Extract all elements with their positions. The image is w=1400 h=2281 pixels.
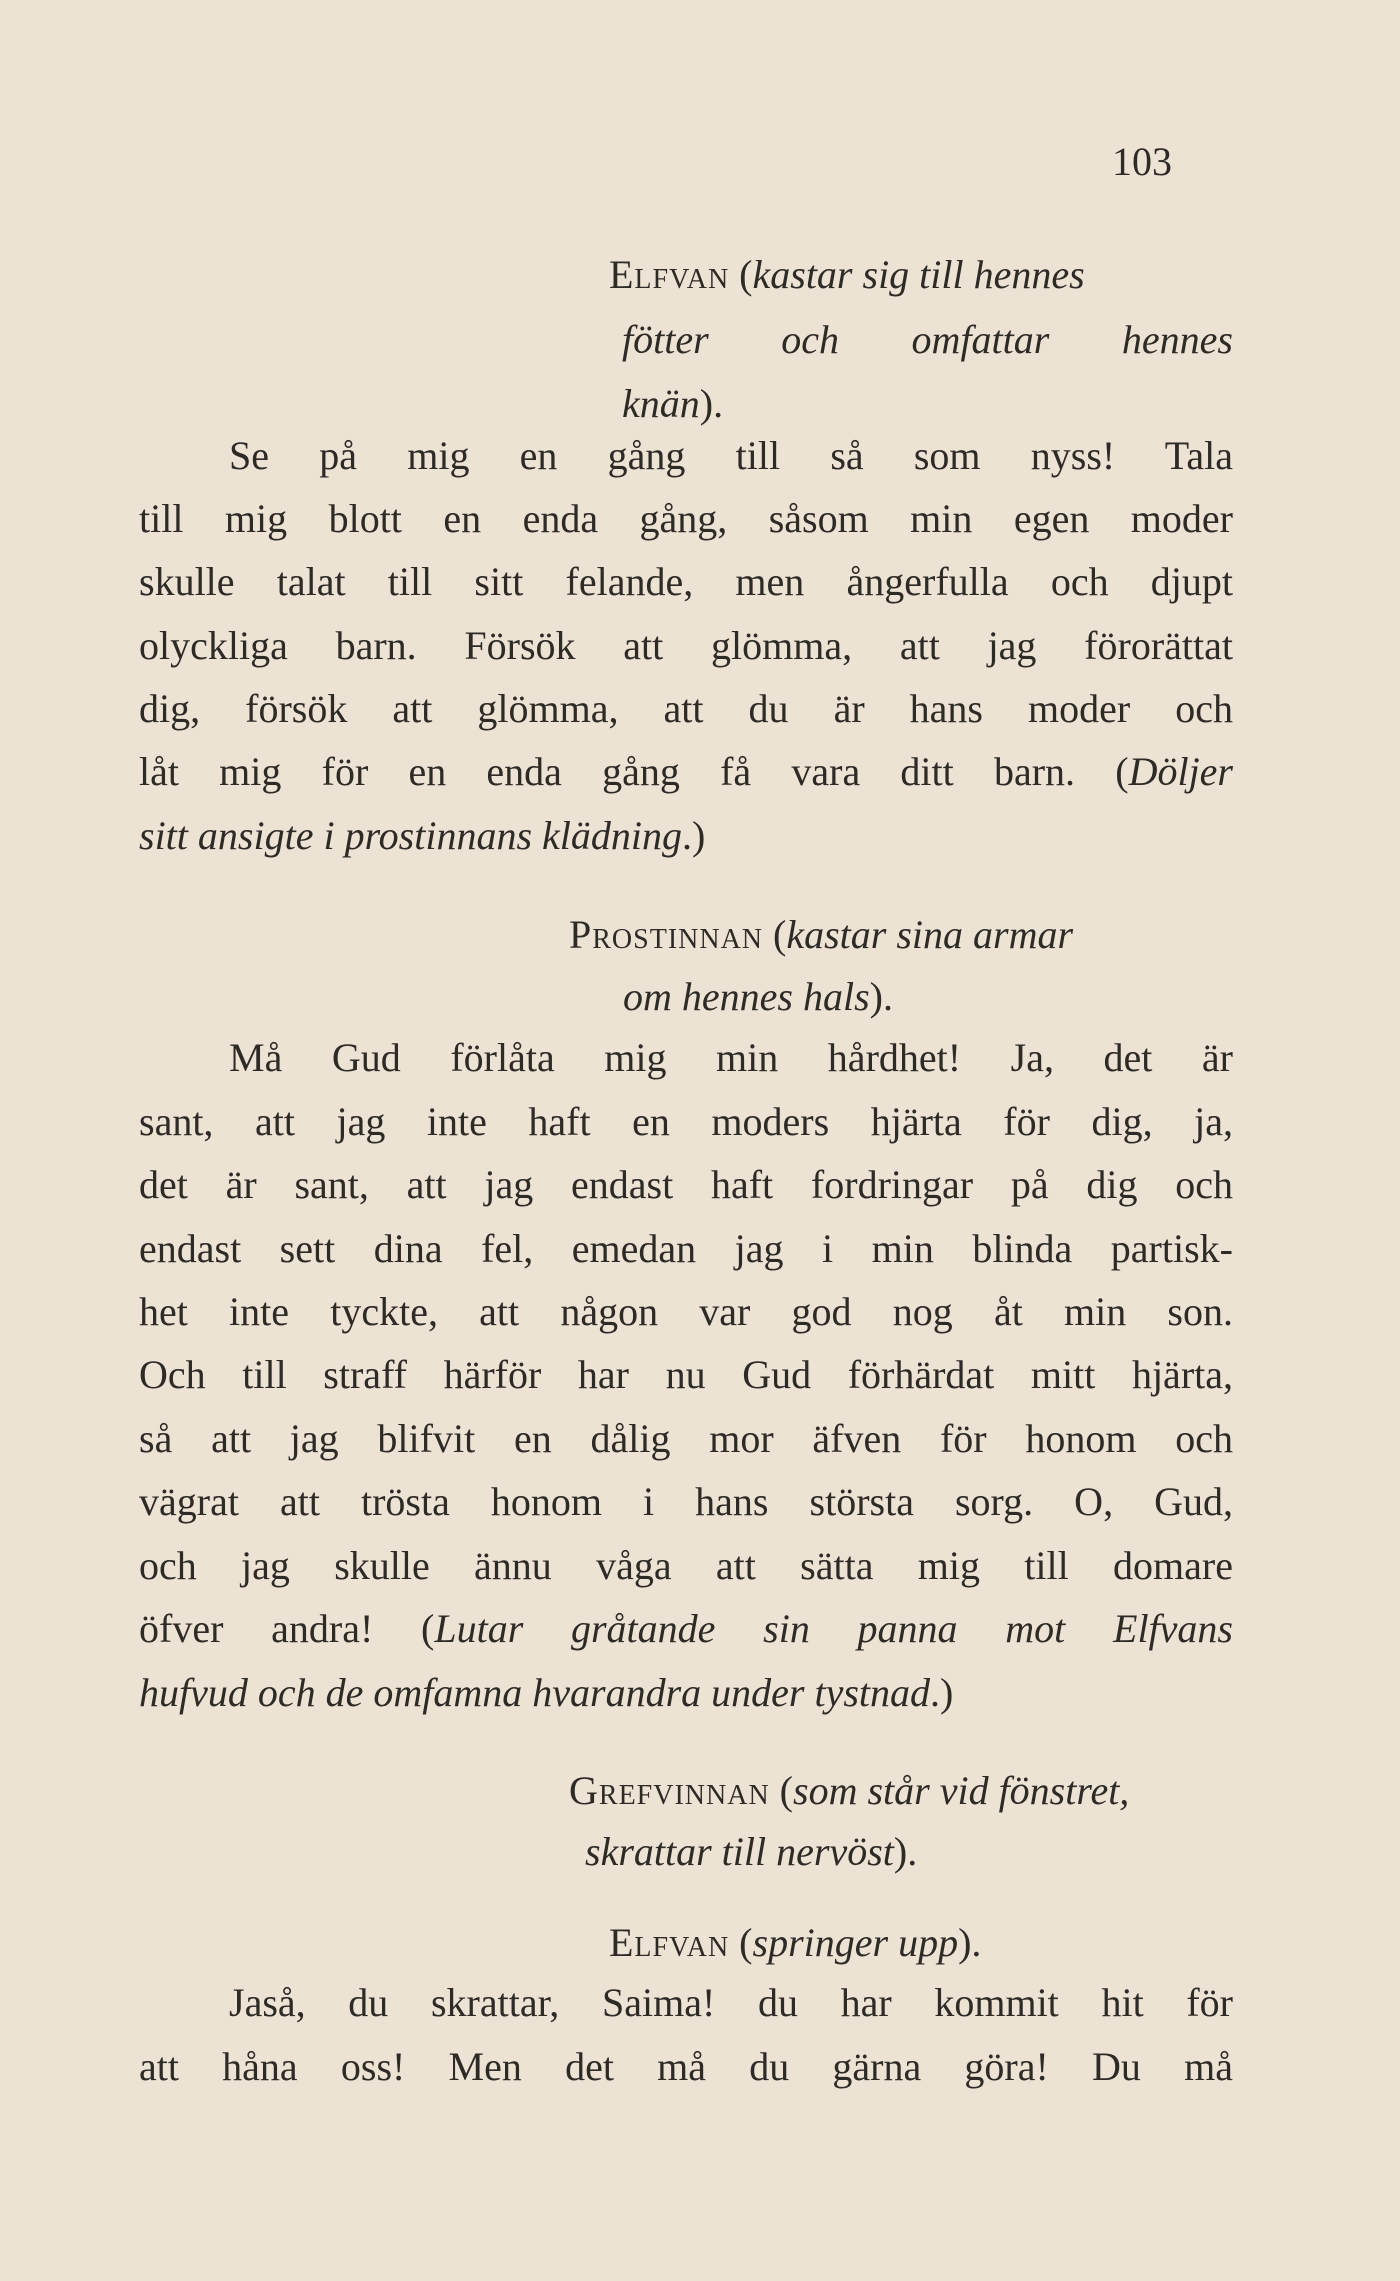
text-line [139,1913,1233,1973]
stage-direction: som står vid fönstret, [793,1768,1130,1813]
text-line [139,426,1233,486]
line-text: ( [729,1920,753,1965]
line-text: Och till straff härför har nu Gud förhärdat mitt hjärta, [139,1352,1233,1397]
stage-direction: Döljer [1128,749,1233,794]
speaker-name: Elfvan [609,1920,730,1965]
line-text: sant, att jag inte haft en moders hjärta för dig, ja, [139,1099,1233,1144]
text-line [139,679,1233,739]
line-text: endast sett dina fel, emedan jag i min blinda partisk- [139,1226,1233,1271]
stage-direction: sitt ansigte i prostinnans klädning [139,813,682,858]
line-text: ( [769,1768,793,1813]
text-line [139,806,1233,866]
text-line [139,742,1233,802]
line-text: skulle talat till sitt felande, men ångerfulla och djupt [139,559,1233,604]
line-text: dig, försök att glömma, att du är hans moder och [139,686,1233,731]
stage-direction: hufvud och de omfamna hvarandra under tystnad [139,1670,931,1715]
text-line [139,310,1233,370]
stage-direction: fötter och omfattar hennes [622,317,1233,362]
line-tail: .) [930,1670,954,1715]
text-line [139,1973,1233,2033]
line-text: Jaså, du skrattar, Saima! du har kommit hit för [229,1980,1233,2025]
line-text: det är sant, att jag endast haft fordringar på dig och [139,1162,1233,1207]
text-line [139,374,1233,434]
stage-direction: skrattar till nervöst [585,1829,894,1874]
text-line [139,245,1233,305]
line-text: ( [729,252,753,297]
speaker-name: Elfvan [609,252,730,297]
line-text: ( [763,912,787,957]
text-line [139,1822,1233,1882]
text-line [139,1028,1233,1088]
text-line [139,1599,1233,1659]
line-tail: ). [699,381,724,426]
text-line [139,552,1233,612]
speaker-name: Prostinnan [569,912,764,957]
text-line [139,1282,1233,1342]
line-text: öfver andra! ( [139,1606,435,1651]
line-text: het inte tyckte, att någon var god nog åt min son. [139,1289,1233,1334]
stage-direction: kastar sig till hennes [752,252,1085,297]
text-line [139,1409,1233,1469]
line-text: låt mig för en enda gång få vara ditt barn. ( [139,749,1129,794]
text-line [139,616,1233,676]
text-line [139,2037,1233,2097]
line-text: Se på mig en gång till så som nyss! Tala [229,433,1233,478]
line-tail: .) [682,813,706,858]
text-line [139,967,1233,1027]
line-tail: ). [893,1829,918,1874]
line-tail: ). [869,974,893,1019]
stage-direction: kastar sina armar [786,912,1074,957]
page-number: 103 [1112,139,1172,184]
text-line [139,1472,1233,1532]
stage-direction: Lutar gråtande sin panna mot Elfvans [434,1606,1233,1651]
speaker-name: Grefvinnan [569,1768,770,1813]
text-line [139,1219,1233,1279]
line-text: olyckliga barn. Försök att glömma, att jag förorättat [139,623,1233,668]
stage-direction: springer upp [752,1920,959,1965]
stage-direction: om hennes hals [623,974,870,1019]
text-line [139,1155,1233,1215]
line-text: och jag skulle ännu våga att sätta mig till domare [139,1543,1233,1588]
text-line [139,1536,1233,1596]
line-text: vägrat att trösta honom i hans största sorg. O, Gud, [139,1479,1233,1524]
text-line [139,1761,1233,1821]
text-line [139,489,1233,549]
text-line [139,1092,1233,1152]
text-line [139,1663,1233,1723]
line-text: så att jag blifvit en dålig mor äfven för honom och [139,1416,1233,1461]
line-text: att håna oss! Men det må du gärna göra! Du må [139,2044,1233,2089]
line-tail: ). [958,1920,982,1965]
line-text: Må Gud förlåta mig min hårdhet! Ja, det är [229,1035,1233,1080]
text-line [139,905,1233,965]
text-line [139,1345,1233,1405]
stage-direction: knän [622,381,700,426]
line-text: till mig blott en enda gång, såsom min egen moder [139,496,1233,541]
